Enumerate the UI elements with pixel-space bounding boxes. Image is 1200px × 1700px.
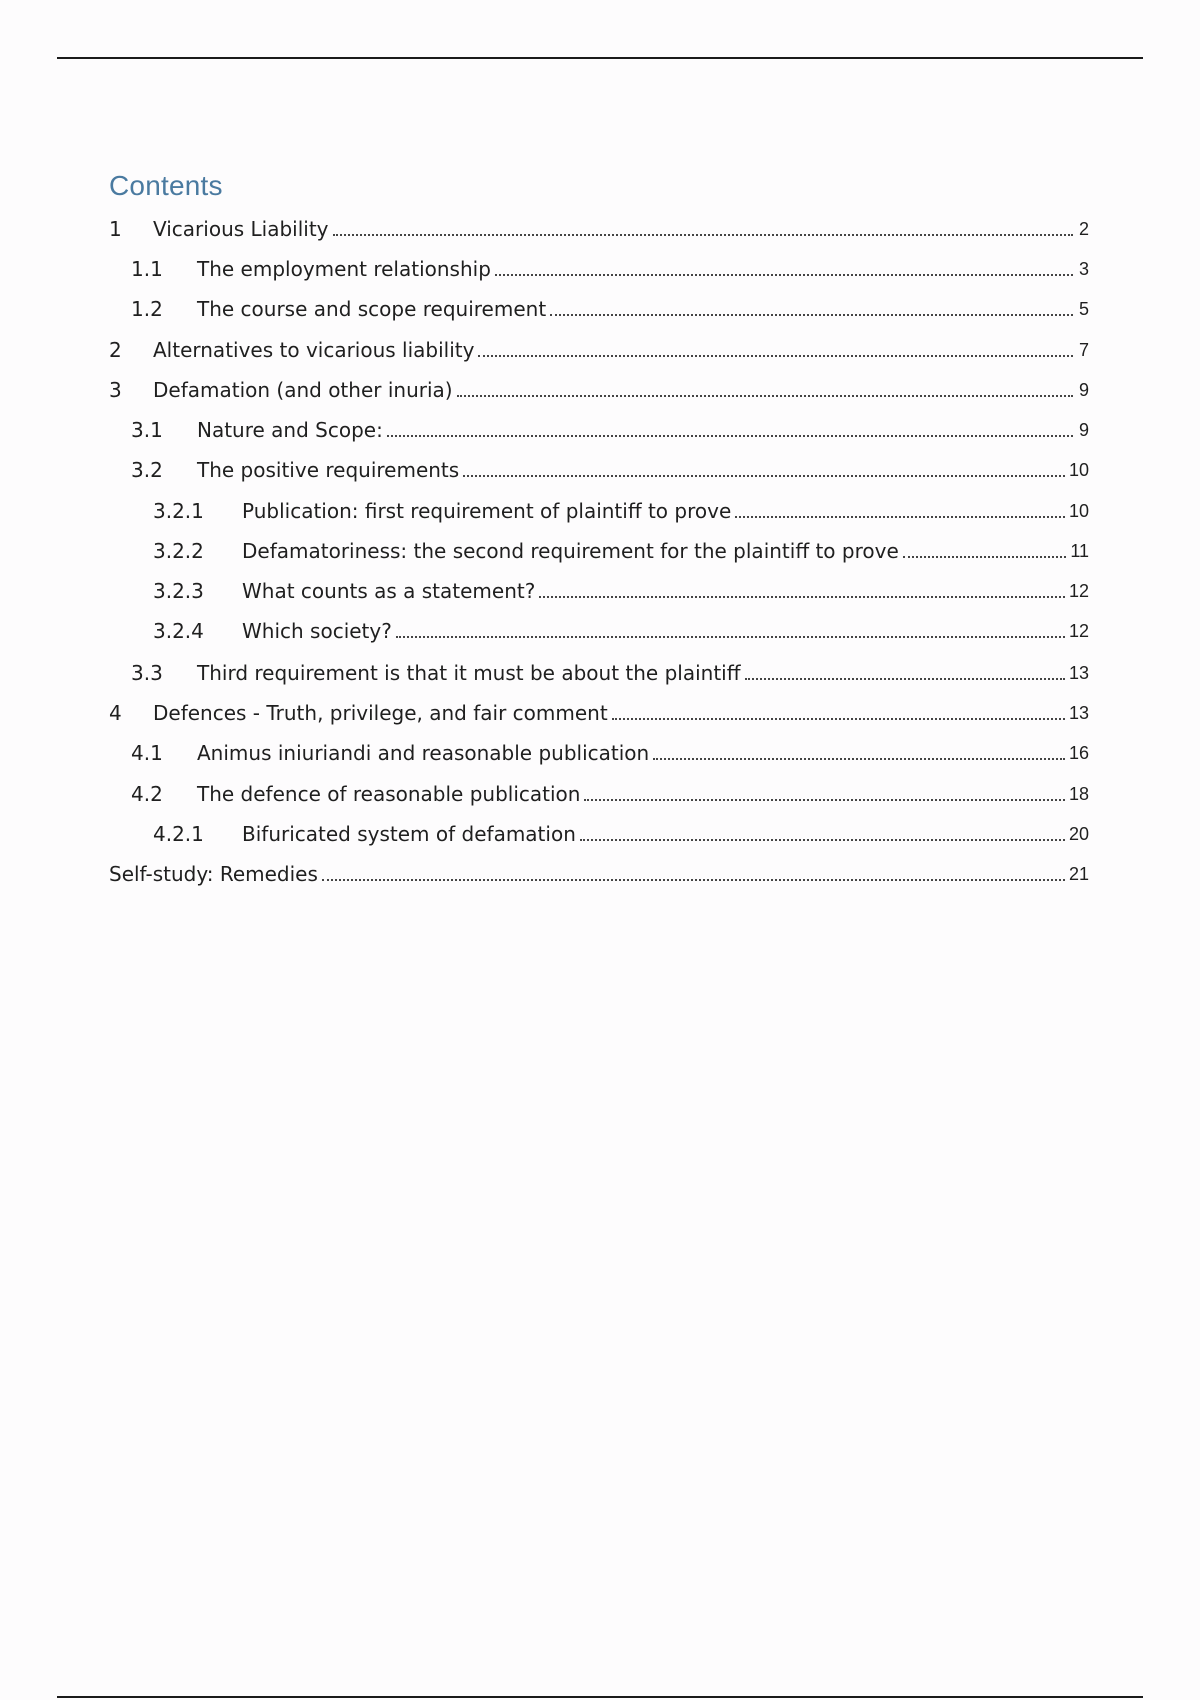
toc-entry-page: 10 (1068, 460, 1089, 480)
toc-entry-number: 3 (109, 378, 122, 402)
toc-entry[interactable] (131, 251, 1089, 281)
toc-entry[interactable] (109, 856, 1089, 886)
toc-entry-page: 20 (1068, 824, 1089, 844)
toc-entry-title: The defence of reasonable publication (197, 782, 581, 806)
toc-entry-page: 12 (1068, 621, 1089, 641)
toc-entry[interactable] (153, 613, 1089, 643)
toc-entry[interactable] (153, 493, 1089, 523)
toc-entry-page: 13 (1068, 663, 1089, 683)
toc-entry[interactable] (131, 291, 1089, 321)
toc-entry-title: Defamatoriness: the second requirement for the plaintiff to prove (242, 539, 899, 563)
toc-entry-title: Self-study: Remedies (109, 862, 318, 886)
toc-entry-number: 3.2.3 (153, 579, 204, 603)
toc-entry[interactable] (131, 412, 1089, 442)
toc-entry[interactable] (109, 695, 1089, 725)
toc-entry-number: 3.2.1 (153, 499, 204, 523)
toc-dot-leader (539, 596, 1065, 598)
toc-entry-number: 4 (109, 701, 122, 725)
toc-entry-number: 3.1 (131, 418, 163, 442)
contents-heading: Contents (109, 170, 223, 201)
toc-entry-number: 2 (109, 338, 122, 362)
toc-entry[interactable] (109, 211, 1089, 241)
toc-entry-title: Animus iniuriandi and reasonable publication (197, 741, 650, 765)
toc-entry-number: 1 (109, 217, 122, 241)
toc-dot-leader (653, 758, 1065, 760)
toc-entry[interactable] (131, 655, 1089, 685)
toc-dot-leader (612, 718, 1065, 720)
toc-dot-leader (580, 839, 1065, 841)
header-rule (57, 57, 1143, 59)
toc-entry[interactable] (131, 452, 1089, 482)
toc-entry-title: Publication: first requirement of plaintiff to prove (242, 499, 732, 523)
toc-entry-title: The positive requirements (197, 458, 460, 482)
toc-entry-page: 7 (1078, 340, 1089, 360)
toc-entry-title: Which society? (242, 619, 392, 643)
toc-entry-number: 3.3 (131, 661, 163, 685)
toc-entry-number: 4.1 (131, 741, 163, 765)
toc-entry[interactable] (131, 735, 1089, 765)
toc-entry[interactable] (131, 776, 1089, 806)
toc-dot-leader (333, 234, 1073, 236)
toc-entry-page: 10 (1068, 501, 1089, 521)
toc-entry-page: 2 (1078, 219, 1089, 239)
toc-dot-leader (495, 274, 1073, 276)
toc-entry-title: The employment relationship (197, 257, 491, 281)
toc-entry-title: Alternatives to vicarious liability (153, 338, 475, 362)
footer-rule (57, 1696, 1143, 1698)
toc-dot-leader (396, 636, 1065, 638)
toc-entry[interactable] (109, 372, 1089, 402)
toc-entry-title: Third requirement is that it must be about the plaintiff (197, 661, 741, 685)
toc-entry-page: 9 (1078, 380, 1089, 400)
toc-entry[interactable] (153, 573, 1089, 603)
toc-entry-page: 11 (1070, 541, 1089, 561)
toc-entry-number: 3.2.2 (153, 539, 204, 563)
toc-dot-leader (903, 556, 1067, 558)
toc-entry[interactable] (109, 332, 1089, 362)
toc-dot-leader (550, 314, 1073, 316)
toc-entry-title: Defamation (and other inuria) (153, 378, 453, 402)
toc-entry-page: 13 (1068, 703, 1089, 723)
toc-entry-number: 1.1 (131, 257, 163, 281)
toc-dot-leader (322, 879, 1065, 881)
toc-entry-page: 18 (1068, 784, 1089, 804)
toc-entry-page: 21 (1068, 864, 1089, 884)
toc-dot-leader (478, 355, 1073, 357)
toc-dot-leader (457, 395, 1073, 397)
toc-entry-title: What counts as a statement? (242, 579, 536, 603)
toc-entry-number: 4.2 (131, 782, 163, 806)
toc-entry-number: 3.2.4 (153, 619, 204, 643)
toc-entry-number: 3.2 (131, 458, 163, 482)
toc-entry-page: 12 (1068, 581, 1089, 601)
toc-dot-leader (735, 516, 1065, 518)
toc-dot-leader (463, 475, 1065, 477)
toc-entry-number: 4.2.1 (153, 822, 204, 846)
toc-entry-title: Vicarious Liability (153, 217, 329, 241)
toc-dot-leader (584, 799, 1065, 801)
toc-entry-page: 3 (1078, 259, 1089, 279)
toc-entry[interactable] (153, 816, 1089, 846)
toc-entry-title: Nature and Scope: (197, 418, 383, 442)
toc-entry-number: 1.2 (131, 297, 163, 321)
toc-dot-leader (387, 435, 1073, 437)
toc-entry-page: 16 (1068, 743, 1089, 763)
toc-entry-page: 9 (1078, 420, 1089, 440)
toc-entry[interactable] (153, 533, 1089, 563)
toc-entry-title: Defences - Truth, privilege, and fair comment (153, 701, 608, 725)
toc-dot-leader (745, 678, 1065, 680)
toc-entry-page: 5 (1078, 299, 1089, 319)
toc-entry-title: The course and scope requirement (197, 297, 547, 321)
toc-entry-title: Bifuricated system of defamation (242, 822, 576, 846)
